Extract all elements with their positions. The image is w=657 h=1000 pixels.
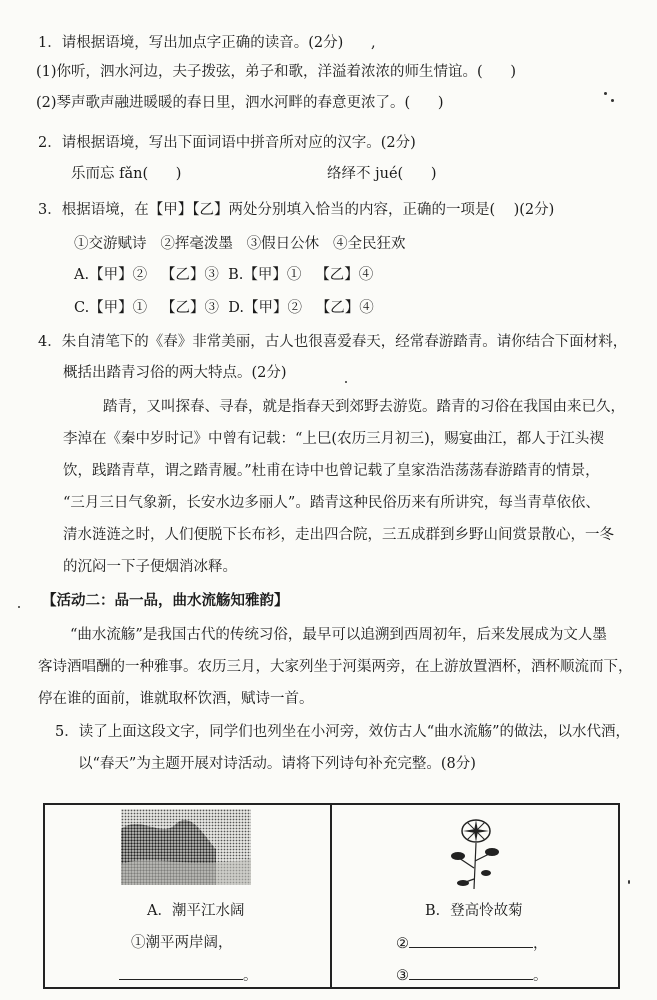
scan-speck: [604, 92, 607, 95]
river-landscape-image: [121, 809, 251, 885]
q5-stem-line-1: 5．读了上面这段文字，同学们也列坐在小河旁，效仿古人“曲水流觞”的做法，以水代酒，: [55, 724, 631, 740]
left-cell-line-1: ①潮平两岸阔，: [131, 935, 233, 951]
scan-speck: [628, 880, 630, 884]
right-cell-title: B．登高怜故菊: [425, 903, 523, 919]
right-cell-answer-3: ③ 。: [396, 965, 548, 986]
q2-word-1: 乐而忘 fǎn( ): [71, 166, 182, 182]
q2-stem: 2．请根据语境，写出下面词语中拼音所对应的汉字。(2分): [38, 135, 416, 151]
chrysanthemum-image: [441, 813, 511, 891]
q1-item-1: (1)你听，泗水河边，夫子拨弦，弟子和歌，洋溢着浓浓的师生情谊。( ): [36, 64, 517, 80]
q1-item-2: (2)琴声歌声融进暖暖的春日里，泗水河畔的春意更浓了。( ): [36, 95, 444, 111]
right-cell-answer-2: ② ，: [396, 933, 548, 954]
left-cell-answer: 。: [119, 965, 258, 986]
q3-options: ①交游赋诗 ②挥毫泼墨 ③假日公休 ④全民狂欢: [74, 236, 406, 252]
q3-choice-cd: C.【甲】① 【乙】③ D.【甲】② 【乙】④: [74, 300, 374, 316]
q4-passage-line: “三月三日气象新，长安水边多丽人”。踏青这种民俗历来有所讲究，每当青草依依、: [63, 495, 600, 511]
activity2-paragraph-line: “曲水流觞”是我国古代的传统习俗，最早可以追溯到西周初年，后来发展成为文人墨: [70, 627, 607, 643]
q1-stem: 1．请根据语境，写出加点字正确的读音。(2分): [38, 35, 344, 51]
poem-table: [43, 803, 620, 989]
q2-word-2: 络绎不 jué( ): [327, 166, 437, 182]
q4-stem-line-2: 概括出踏青习俗的两大特点。(2分): [63, 365, 287, 381]
answer-blank[interactable]: [119, 965, 243, 980]
left-cell-title: A．潮平江水阔: [147, 903, 245, 919]
stray-mark: ,: [371, 35, 376, 51]
q4-stem-line-1: 4．朱自清笔下的《春》非常美丽，古人也很喜爱春天，经常春游踏青。请你结合下面材料，: [38, 334, 628, 350]
activity2-paragraph-line: 停在谁的面前，谁就取杯饮酒，赋诗一首。: [38, 691, 314, 707]
q4-passage-line: 李淖在《秦中岁时记》中曾有记载：“上巳(农历三月初三)，赐宴曲江，都人于江头禊: [63, 431, 604, 447]
scan-speck: [345, 381, 347, 383]
q3-stem: 3．根据语境，在【甲】【乙】两处分别填入恰当的内容，正确的一项是( )(2分): [38, 202, 555, 218]
q4-passage-line: 踏青，又叫探春、寻春，就是指春天到郊野去游览。踏青的习俗在我国由来已久，: [103, 399, 625, 415]
q3-choice-ab: A.【甲】② 【乙】③ B.【甲】① 【乙】④: [74, 267, 374, 283]
answer-blank[interactable]: [409, 933, 533, 948]
answer-blank[interactable]: [409, 965, 533, 980]
activity2-heading: 【活动二：品一品，曲水流觞知雅韵】: [42, 592, 289, 609]
table-divider: [330, 805, 332, 987]
q4-passage-line: 清水涟涟之时，人们便脱下长布衫，走出四合院，三五成群到乡野山间赏景散心，一冬: [63, 527, 614, 543]
q4-passage-line: 饮，践踏青草，谓之踏青履。”杜甫在诗中也曾记载了皇家浩浩荡荡春游踏青的情景，: [63, 463, 600, 479]
activity2-paragraph-line: 客诗酒唱酬的一种雅事。农历三月，大家列坐于河渠两旁，在上游放置酒杯，酒杯顺流而下，: [38, 659, 633, 675]
scan-speck: [18, 606, 20, 608]
scan-speck: [611, 99, 614, 102]
q4-passage-line: 的沉闷一下子便烟消冰释。: [63, 559, 237, 575]
q5-stem-line-2: 以“春天”为主题开展对诗活动。请将下列诗句补充完整。(8分): [78, 756, 476, 772]
